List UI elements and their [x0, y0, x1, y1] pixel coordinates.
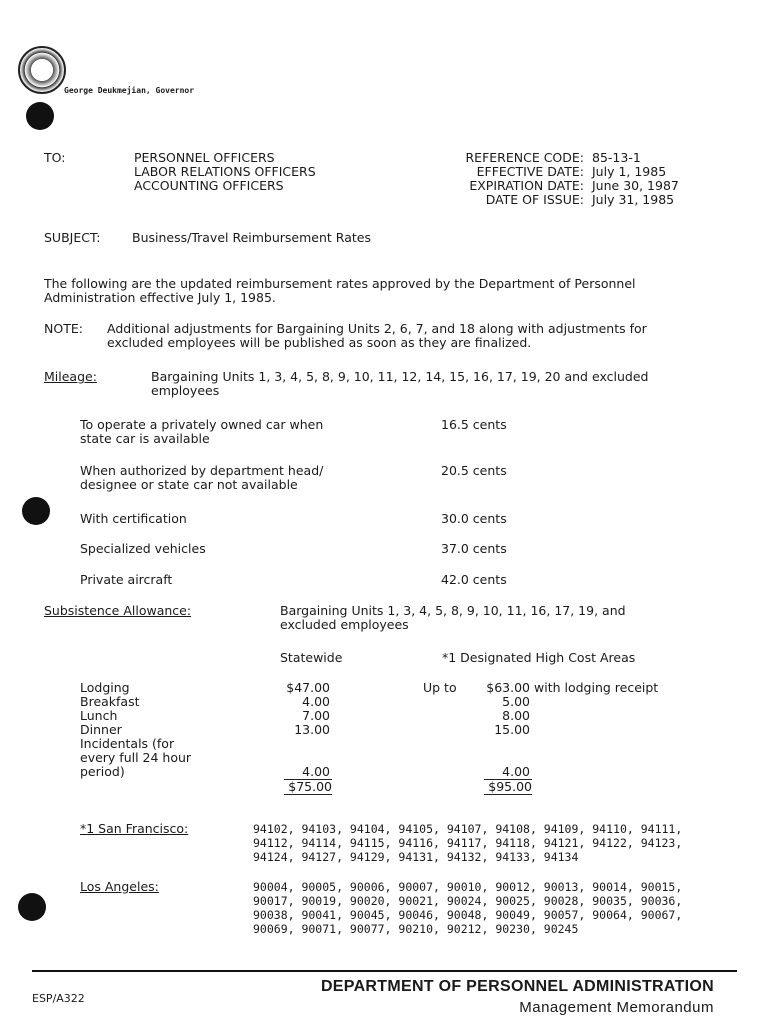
department-name: DEPARTMENT OF PERSONNEL ADMINISTRATION — [320, 978, 714, 995]
mileage-rate-label: state car is available — [80, 431, 210, 446]
high-cost-amount: 5.00 — [502, 694, 530, 709]
high-cost-total: $95.00 — [484, 779, 532, 795]
memo-type: Management Memorandum — [519, 999, 714, 1016]
high-cost-amounts — [468, 681, 530, 779]
san-francisco-zips: 94102, 94103, 94104, 94105, 94107, 94108, 94109, 94110, 94111, 94112, 94114, 94115, 94116, 94117, 94118, 94121, 94122, 94123, 94124, 94127, 94129, 94131, 94132, 94133, 94134 — [253, 822, 683, 864]
subsistence-units: Bargaining Units 1, 3, 4, 5, 8, 9, 10, 11, 16, 17, 19, and — [280, 603, 626, 618]
mileage-rate-label: Private aircraft — [80, 572, 173, 587]
high-cost-amount: 4.00 — [502, 764, 530, 779]
subsistence-heading: Subsistence Allowance: — [44, 603, 192, 618]
note-line: Additional adjustments for Bargaining Units 2, 6, 7, and 18 along with adjustments for — [107, 321, 647, 336]
mileage-rate-value: 20.5 cents — [441, 463, 507, 478]
statewide-amount: 4.00 — [302, 694, 330, 709]
allowance-item: every full 24 hour — [80, 750, 192, 765]
allowance-item: period) — [80, 764, 125, 779]
form-code: ESP/A322 — [32, 992, 85, 1005]
statewide-amount: 7.00 — [302, 708, 330, 723]
mileage-heading: Mileage: — [44, 369, 97, 384]
allowance-item: Dinner — [80, 722, 122, 737]
allowance-item: Lunch — [80, 708, 118, 723]
date-of-issue-value: July 31, 1985 — [592, 192, 675, 207]
subject-label: SUBJECT: — [44, 230, 101, 245]
mileage-rate-label: designee or state car not available — [80, 477, 298, 492]
statewide-amounts — [268, 681, 330, 779]
up-to-label: Up to — [423, 680, 457, 695]
intro-line: Administration effective July 1, 1985. — [44, 290, 276, 305]
subject-text: Business/Travel Reimbursement Rates — [132, 230, 371, 245]
allowance-item: Incidentals (for — [80, 736, 175, 751]
subsistence-units: excluded employees — [280, 617, 409, 632]
los-angeles-label: Los Angeles: — [80, 879, 159, 894]
footer-rule — [32, 970, 737, 972]
lodging-receipt-note: with lodging receipt — [534, 680, 659, 695]
reference-values — [592, 151, 679, 207]
statewide-column-header: Statewide — [280, 650, 343, 665]
los-angeles-zips: 90004, 90005, 90006, 90007, 90010, 90012, 90013, 90014, 90015, 90017, 90019, 90020, 90021, 90024, 90025, 90028, 90035, 90036, 90038, 90041, 90045, 90046, 90048, 90049, 90057, 90064, 90067, 90069, 90071, 90077, 90210, 90212, 90230, 90245 — [253, 880, 683, 936]
reference-code-value: 85-13-1 — [592, 150, 641, 165]
mileage-units: Bargaining Units 1, 3, 4, 5, 8, 9, 10, 11, 12, 14, 15, 16, 17, 19, 20 and excluded — [151, 369, 649, 384]
state-seal-icon — [18, 46, 66, 94]
expiration-date-label: EXPIRATION DATE: — [469, 178, 584, 193]
san-francisco-label: *1 San Francisco: — [80, 821, 189, 836]
mileage-rate-label: When authorized by department head/ — [80, 463, 324, 478]
to-recipient: PERSONNEL OFFICERS — [134, 150, 275, 165]
mileage-rate-value: 37.0 cents — [441, 541, 507, 556]
allowance-items — [80, 681, 191, 779]
mileage-rate-value: 16.5 cents — [441, 417, 507, 432]
governor-line: George Deukmejian, Governor — [64, 86, 195, 95]
to-recipient: LABOR RELATIONS OFFICERS — [134, 164, 316, 179]
note-line: excluded employees will be published as soon as they are finalized. — [107, 335, 532, 350]
note-label: NOTE: — [44, 321, 83, 336]
mileage-rate-label: With certification — [80, 511, 187, 526]
effective-date-label: EFFECTIVE DATE: — [476, 164, 584, 179]
mileage-units: employees — [151, 383, 220, 398]
to-recipient: ACCOUNTING OFFICERS — [134, 178, 284, 193]
mileage-rate-label: Specialized vehicles — [80, 541, 206, 556]
intro-line: The following are the updated reimbursement rates approved by the Department of Personnel — [44, 276, 636, 291]
mileage-rate-value: 30.0 cents — [441, 511, 507, 526]
reference-code-label: REFERENCE CODE: — [465, 150, 584, 165]
high-cost-amount: 15.00 — [494, 722, 530, 737]
reference-labels — [465, 151, 584, 207]
statewide-amount: 4.00 — [302, 764, 330, 779]
binder-hole-icon — [22, 497, 50, 525]
mileage-rate-label: To operate a privately owned car when — [80, 417, 324, 432]
high-cost-amount: 8.00 — [502, 708, 530, 723]
expiration-date-value: June 30, 1987 — [592, 178, 679, 193]
statewide-amount: 13.00 — [294, 722, 330, 737]
statewide-total: $75.00 — [284, 779, 332, 795]
to-label: TO: — [44, 150, 66, 165]
mileage-rate-value: 42.0 cents — [441, 572, 507, 587]
date-of-issue-label: DATE OF ISSUE: — [485, 192, 584, 207]
high-cost-amount: $63.00 — [486, 680, 530, 695]
binder-hole-icon — [26, 102, 54, 130]
statewide-amount: $47.00 — [286, 680, 330, 695]
allowance-item: Lodging — [80, 680, 130, 695]
allowance-item: Breakfast — [80, 694, 140, 709]
high-cost-column-header: *1 Designated High Cost Areas — [442, 650, 636, 665]
effective-date-value: July 1, 1985 — [592, 164, 667, 179]
binder-hole-icon — [18, 893, 46, 921]
